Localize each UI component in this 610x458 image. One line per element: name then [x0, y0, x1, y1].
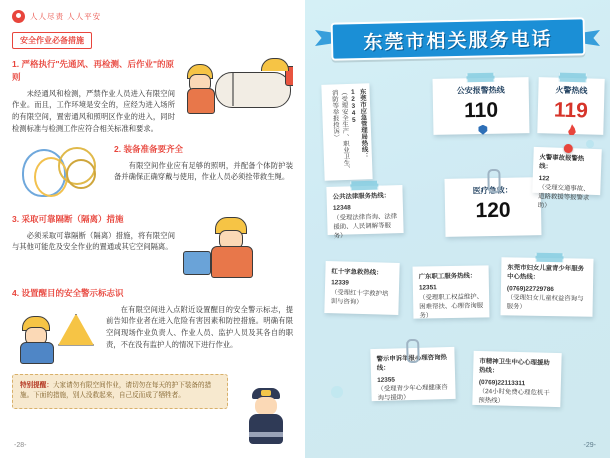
fire-card-title: 火警热线: [555, 85, 588, 96]
emergency-card-fire: [537, 77, 604, 135]
measure-item-1: [12, 58, 293, 143]
service-card-mental-health: [472, 351, 561, 407]
measure-4-body: 在有限空间进入点附近设置醒目的安全警示标志，提前告知作业者在进入危险有害因素和防控措施。明确有限空间现场作业负责人、作业人员、监护人员及其各自的职责，不在没有监护人的情况下进行作业。: [106, 304, 293, 349]
special-reminder-note: [12, 374, 228, 409]
worker-tank-illustration: [181, 58, 293, 120]
section-tag: 安全作业必备措施: [12, 32, 92, 49]
right-page: [305, 0, 610, 458]
service-card-red-cross: [324, 261, 399, 315]
harness-illustration: [12, 143, 108, 209]
tape-strip: [535, 253, 563, 262]
warning-triangle-icon: [58, 314, 94, 346]
card-title: 红十字急救热线：: [331, 268, 383, 277]
card-title: 东莞市应急管理局热线：: [358, 88, 368, 159]
measure-1-heading: 1. 严格执行"先通风、再检测、后作业"的原则: [12, 59, 175, 82]
measure-item-2: [12, 143, 293, 213]
ventilation-pipe-shape: [261, 58, 289, 71]
card-title: 市精神卫生中心心理援助热线：: [479, 358, 550, 375]
safety-logo-icon: [12, 10, 25, 23]
card-number: 12351: [418, 284, 437, 292]
tank-shape: [215, 72, 291, 108]
decor-dot: [331, 386, 343, 398]
card-note: （受理职工权益维护、困难帮扶、心理咨询服务）: [419, 293, 484, 320]
service-card-traffic-alarm: [532, 147, 602, 210]
service-card-women-children: [501, 257, 594, 317]
police-card-number: 110: [463, 98, 499, 123]
measure-3-heading: 3. 采取可靠隔断（隔离）措施: [12, 213, 124, 224]
card-number: 12348: [332, 204, 351, 213]
pin-icon: [564, 144, 573, 153]
measure-2-body: 有限空间作业应有足够的照明，并配备个体防护装备并确保正确穿戴与使用，作业人员必须拴带救生绳。: [114, 160, 293, 182]
card-number: (0769)22113311: [478, 378, 526, 387]
card-note: （24小时免费心理危机干预热线）: [478, 387, 550, 405]
service-card-worker-service: [413, 265, 490, 318]
card-note: （受理青少年心理健康咨询与援助）: [377, 383, 448, 403]
paper-clip-icon: [406, 339, 420, 363]
card-number: 12355: [377, 376, 396, 384]
shield-icon: [478, 125, 487, 135]
guard-body: [249, 414, 283, 444]
police-card-title: 公安报警热线: [456, 85, 505, 96]
service-card-youth-hotline: [370, 347, 455, 401]
card-title: 公共法律服务热线：: [332, 192, 391, 201]
worker-body: [187, 88, 215, 114]
measure-item-4: [12, 287, 293, 368]
measure-3-body: 必须采取可靠隔断（隔离）措施，将有限空间与其他可能危及安全作业的置通或其它空间隔离。: [12, 230, 175, 252]
page-title-banner: [331, 17, 586, 60]
tape-strip: [350, 181, 378, 191]
reminder-text: 大家请勿有限空间作业，请切勿在每天的护下装备的措施。下面的措施，别人没救起来，自己反而成了牺牲者。: [20, 381, 212, 400]
page-title: 东莞市相关服务电话: [363, 27, 553, 54]
decor-dot: [586, 140, 594, 148]
measure-1-body: 未经通风和检测，严禁作业人员进入有限空间作业。而且，工作环境是安全的，应经为进入场所的有限空间，置密通风和照明区作业的进入，同时检测标准与检测工作应符合相关标准和要求。: [12, 88, 175, 133]
card-title: 东莞市妇女儿童青少年服务中心热线：: [507, 264, 585, 282]
card-number: 122: [538, 174, 550, 182]
worker-body-3: [20, 342, 54, 364]
tape-strip: [559, 73, 587, 83]
medical-card-title: 医疗急救：: [472, 185, 513, 196]
header-slogan: 人人尽责 人人平安: [30, 12, 102, 21]
card-title: 广东职工服务热线：: [418, 272, 477, 281]
guard-mascot-illustration: [243, 388, 289, 450]
card-note: （受理交通事故、道路救援等报警求助）: [537, 183, 590, 210]
guard-face: [255, 397, 277, 415]
emergency-card-police: [433, 77, 530, 135]
measure-item-3: [12, 213, 293, 287]
measure-4-heading: 4. 设置醒目的安全警示标志识: [12, 287, 124, 298]
tape-strip: [466, 73, 494, 82]
measure-2-heading: 2. 装备准备要齐全: [114, 143, 183, 154]
card-note: （受理红十字救护培训与咨询）: [330, 288, 389, 306]
fire-card-number: 119: [553, 98, 589, 123]
service-card-emergency-bureau: [321, 83, 372, 181]
guard-belt: [249, 432, 283, 437]
emergency-card-medical: [445, 177, 542, 237]
card-note: （受理安全生产、职业卫生、消防等举报投诉）: [330, 88, 350, 173]
paper-clip-icon: [487, 169, 500, 193]
warning-sign-illustration: [12, 306, 100, 364]
life-rope-inner-icon: [66, 159, 96, 189]
card-title: 火警事故报警热线：: [539, 154, 585, 171]
card-number: (0769)22729786: [506, 284, 554, 293]
right-page-number: -29-: [583, 442, 596, 449]
card-number: 12345: [349, 88, 358, 124]
reminder-label: 特别提醒：: [20, 381, 53, 389]
service-card-legal: [326, 185, 403, 240]
barrier-plate: [183, 251, 211, 275]
worker-barrier-illustration: [181, 213, 293, 283]
card-number: 12339: [331, 279, 349, 287]
card-note: （受理法律咨询、法律援助、人民调解等服务）: [333, 212, 398, 240]
left-page-header: [12, 10, 293, 23]
flame-icon: [568, 124, 576, 135]
worker-body-2: [211, 246, 253, 278]
card-note: （受理妇女儿童权益咨询与服务）: [506, 294, 584, 311]
medical-card-number: 120: [475, 198, 511, 223]
left-page-number: -28-: [14, 442, 27, 449]
card-title: 警示申诉举报心理咨询热线：: [376, 354, 447, 373]
